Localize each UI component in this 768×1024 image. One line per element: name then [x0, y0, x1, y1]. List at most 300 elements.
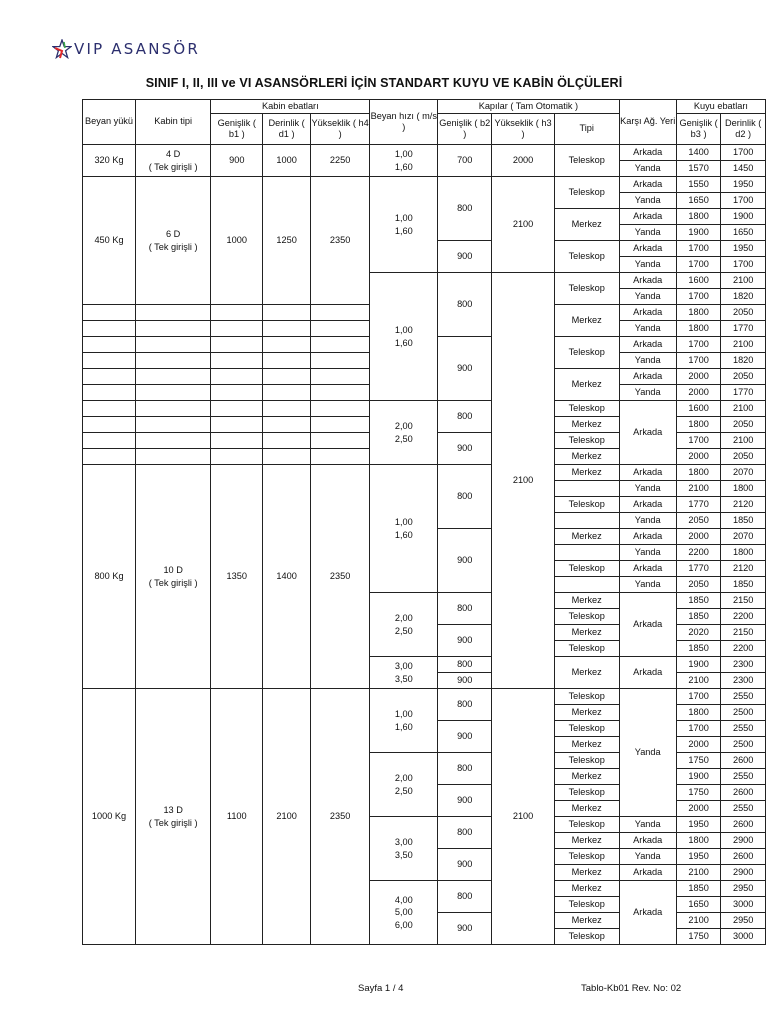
- cabin-height-h4-cell: [310, 417, 369, 433]
- shaft-width-b3-cell: 1770: [676, 497, 721, 513]
- shaft-depth-d2-cell: 1900: [721, 209, 766, 225]
- shaft-width-b3-cell: 2000: [676, 449, 721, 465]
- page-number: Sayfa 1 / 4: [358, 983, 404, 994]
- shaft-width-b3-cell: 1700: [676, 257, 721, 273]
- door-type-cell: [554, 513, 619, 529]
- shaft-depth-d2-cell: 2600: [721, 849, 766, 865]
- door-width-b2-cell: 900: [438, 337, 492, 401]
- cabin-height-h4-cell: [310, 369, 369, 385]
- cabin-height-h4-cell: 2350: [310, 465, 369, 689]
- shaft-depth-d2-cell: 2950: [721, 913, 766, 929]
- shaft-width-b3-cell: 1900: [676, 657, 721, 673]
- door-type-cell: Teleskop: [554, 433, 619, 449]
- cabin-depth-d1-cell: 1400: [263, 465, 311, 689]
- door-width-b2-cell: 900: [438, 785, 492, 817]
- cabin-width-b1-cell: [211, 353, 263, 369]
- shaft-width-b3-cell: 1700: [676, 337, 721, 353]
- cabin-depth-d1-cell: [263, 337, 311, 353]
- counterweight-position-cell: Yanda: [619, 577, 676, 593]
- counterweight-position-cell: Arkada: [619, 833, 676, 849]
- speed-cell: 1,00 1,60: [370, 689, 438, 753]
- header-yukseklik-h4: Yükseklik ( h4 ): [310, 114, 369, 145]
- cabin-width-b1-cell: [211, 337, 263, 353]
- header-yukseklik-h3: Yükseklik ( h3 ): [492, 114, 555, 145]
- shaft-width-b3-cell: 1600: [676, 273, 721, 289]
- door-type-cell: Merkez: [554, 449, 619, 465]
- counterweight-position-cell: Arkada: [619, 529, 676, 545]
- counterweight-position-cell: Yanda: [619, 289, 676, 305]
- shaft-depth-d2-cell: 2200: [721, 609, 766, 625]
- cabin-type-cell: [136, 385, 211, 401]
- cabin-height-h4-cell: 2350: [310, 177, 369, 305]
- shaft-width-b3-cell: 2000: [676, 801, 721, 817]
- shaft-depth-d2-cell: 2600: [721, 785, 766, 801]
- shaft-width-b3-cell: 1850: [676, 641, 721, 657]
- shaft-width-b3-cell: 1900: [676, 769, 721, 785]
- counterweight-position-cell: Yanda: [619, 545, 676, 561]
- shaft-depth-d2-cell: 2550: [721, 769, 766, 785]
- door-width-b2-cell: 900: [438, 913, 492, 945]
- cabin-type-cell: [136, 449, 211, 465]
- counterweight-position-cell: Arkada: [619, 881, 676, 945]
- shaft-width-b3-cell: 1700: [676, 689, 721, 705]
- shaft-width-b3-cell: 1950: [676, 817, 721, 833]
- load-cell: [83, 385, 136, 401]
- star-logo-icon: [52, 39, 72, 59]
- shaft-depth-d2-cell: 2070: [721, 465, 766, 481]
- shaft-width-b3-cell: 1400: [676, 145, 721, 161]
- table-row: [83, 177, 766, 193]
- cabin-type-cell: 4 D ( Tek girişli ): [136, 145, 211, 177]
- shaft-depth-d2-cell: 2120: [721, 497, 766, 513]
- door-type-cell: Teleskop: [554, 785, 619, 801]
- shaft-width-b3-cell: 1800: [676, 465, 721, 481]
- door-height-h3-cell: 2000: [492, 145, 555, 177]
- shaft-width-b3-cell: 1700: [676, 353, 721, 369]
- door-type-cell: Merkez: [554, 913, 619, 929]
- shaft-width-b3-cell: 1750: [676, 785, 721, 801]
- door-width-b2-cell: 800: [438, 465, 492, 529]
- cabin-height-h4-cell: [310, 337, 369, 353]
- cabin-depth-d1-cell: [263, 321, 311, 337]
- table-body: [83, 145, 766, 945]
- counterweight-position-cell: Arkada: [619, 865, 676, 881]
- shaft-width-b3-cell: 1570: [676, 161, 721, 177]
- door-type-cell: Teleskop: [554, 817, 619, 833]
- shaft-depth-d2-cell: 1950: [721, 241, 766, 257]
- cabin-height-h4-cell: [310, 401, 369, 417]
- cabin-width-b1-cell: 1350: [211, 465, 263, 689]
- shaft-depth-d2-cell: 2050: [721, 449, 766, 465]
- shaft-width-b3-cell: 2000: [676, 385, 721, 401]
- shaft-depth-d2-cell: 1700: [721, 257, 766, 273]
- shaft-width-b3-cell: 1770: [676, 561, 721, 577]
- counterweight-position-cell: Yanda: [619, 481, 676, 497]
- shaft-width-b3-cell: 1550: [676, 177, 721, 193]
- table-row: [83, 145, 766, 161]
- shaft-width-b3-cell: 1800: [676, 305, 721, 321]
- load-cell: [83, 305, 136, 321]
- speed-cell: 1,00 1,60: [370, 145, 438, 177]
- shaft-width-b3-cell: 1700: [676, 721, 721, 737]
- cabin-width-b1-cell: [211, 417, 263, 433]
- table-row: [83, 401, 766, 417]
- load-cell: 450 Kg: [83, 177, 136, 305]
- shaft-width-b3-cell: 1800: [676, 209, 721, 225]
- shaft-depth-d2-cell: 2550: [721, 721, 766, 737]
- shaft-width-b3-cell: 1900: [676, 225, 721, 241]
- shaft-depth-d2-cell: 1800: [721, 481, 766, 497]
- load-cell: [83, 449, 136, 465]
- door-type-cell: Teleskop: [554, 177, 619, 209]
- cabin-type-cell: [136, 321, 211, 337]
- counterweight-position-cell: Arkada: [619, 561, 676, 577]
- door-type-cell: Teleskop: [554, 561, 619, 577]
- cabin-type-cell: [136, 401, 211, 417]
- shaft-width-b3-cell: 2200: [676, 545, 721, 561]
- door-height-h3-cell: 2100: [492, 273, 555, 689]
- counterweight-position-cell: Yanda: [619, 849, 676, 865]
- revision-label: Tablo-Kb01 Rev. No: 02: [581, 983, 682, 994]
- door-type-cell: Teleskop: [554, 273, 619, 305]
- counterweight-position-cell: Yanda: [619, 689, 676, 817]
- header-genislik-b2: Genişlik ( b2 ): [438, 114, 492, 145]
- shaft-width-b3-cell: 2000: [676, 369, 721, 385]
- door-type-cell: Teleskop: [554, 929, 619, 945]
- shaft-width-b3-cell: 1800: [676, 705, 721, 721]
- cabin-type-cell: [136, 417, 211, 433]
- door-width-b2-cell: 800: [438, 817, 492, 849]
- cabin-width-b1-cell: [211, 433, 263, 449]
- cabin-depth-d1-cell: [263, 433, 311, 449]
- cabin-type-cell: 6 D ( Tek girişli ): [136, 177, 211, 305]
- shaft-width-b3-cell: 2000: [676, 737, 721, 753]
- door-width-b2-cell: 900: [438, 625, 492, 657]
- counterweight-position-cell: Arkada: [619, 209, 676, 225]
- cabin-depth-d1-cell: 1250: [263, 177, 311, 305]
- shaft-depth-d2-cell: 2100: [721, 273, 766, 289]
- door-width-b2-cell: 800: [438, 593, 492, 625]
- counterweight-position-cell: Yanda: [619, 257, 676, 273]
- door-type-cell: Merkez: [554, 657, 619, 689]
- counterweight-position-cell: Arkada: [619, 497, 676, 513]
- door-type-cell: Merkez: [554, 881, 619, 897]
- shaft-width-b3-cell: 1850: [676, 609, 721, 625]
- counterweight-position-cell: Yanda: [619, 161, 676, 177]
- door-type-cell: Merkez: [554, 769, 619, 785]
- header-beyan-yuku: Beyan yükü: [83, 100, 136, 145]
- door-type-cell: [554, 481, 619, 497]
- counterweight-position-cell: Arkada: [619, 305, 676, 321]
- counterweight-position-cell: Yanda: [619, 353, 676, 369]
- door-type-cell: Teleskop: [554, 497, 619, 513]
- shaft-width-b3-cell: 2020: [676, 625, 721, 641]
- shaft-width-b3-cell: 1950: [676, 849, 721, 865]
- speed-cell: 1,00 1,60: [370, 465, 438, 593]
- shaft-depth-d2-cell: 1700: [721, 193, 766, 209]
- shaft-depth-d2-cell: 2100: [721, 433, 766, 449]
- speed-cell: 3,00 3,50: [370, 657, 438, 689]
- counterweight-position-cell: Yanda: [619, 385, 676, 401]
- shaft-width-b3-cell: 1600: [676, 401, 721, 417]
- shaft-depth-d2-cell: 1820: [721, 289, 766, 305]
- cabin-height-h4-cell: 2250: [310, 145, 369, 177]
- door-type-cell: Merkez: [554, 209, 619, 241]
- shaft-width-b3-cell: 1800: [676, 833, 721, 849]
- speed-cell: 2,00 2,50: [370, 753, 438, 817]
- cabin-type-cell: [136, 353, 211, 369]
- shaft-width-b3-cell: 2000: [676, 529, 721, 545]
- shaft-depth-d2-cell: 2050: [721, 369, 766, 385]
- door-type-cell: Merkez: [554, 465, 619, 481]
- header-karsi-ag: Karşı Ağ. Yeri: [619, 100, 676, 145]
- shaft-width-b3-cell: 2100: [676, 481, 721, 497]
- door-width-b2-cell: 900: [438, 721, 492, 753]
- shaft-depth-d2-cell: 1700: [721, 145, 766, 161]
- header-tipi: Tipi: [554, 114, 619, 145]
- door-width-b2-cell: 700: [438, 145, 492, 177]
- shaft-depth-d2-cell: 2150: [721, 593, 766, 609]
- shaft-depth-d2-cell: 2100: [721, 337, 766, 353]
- cabin-height-h4-cell: 2350: [310, 689, 369, 945]
- door-type-cell: Teleskop: [554, 689, 619, 705]
- speed-cell: 1,00 1,60: [370, 273, 438, 401]
- shaft-width-b3-cell: 2100: [676, 673, 721, 689]
- counterweight-position-cell: Arkada: [619, 241, 676, 257]
- counterweight-position-cell: Yanda: [619, 225, 676, 241]
- cabin-width-b1-cell: [211, 385, 263, 401]
- cabin-depth-d1-cell: [263, 401, 311, 417]
- shaft-depth-d2-cell: 2300: [721, 673, 766, 689]
- cabin-depth-d1-cell: [263, 417, 311, 433]
- counterweight-position-cell: Yanda: [619, 193, 676, 209]
- cabin-height-h4-cell: [310, 449, 369, 465]
- load-cell: [83, 433, 136, 449]
- cabin-type-cell: [136, 433, 211, 449]
- door-width-b2-cell: 900: [438, 241, 492, 273]
- shaft-depth-d2-cell: 1770: [721, 321, 766, 337]
- door-type-cell: Merkez: [554, 737, 619, 753]
- header-derinlik-d1: Derinlik ( d1 ): [263, 114, 311, 145]
- load-cell: [83, 369, 136, 385]
- cabin-type-cell: [136, 369, 211, 385]
- shaft-depth-d2-cell: 2900: [721, 865, 766, 881]
- door-width-b2-cell: 800: [438, 657, 492, 673]
- shaft-width-b3-cell: 1650: [676, 897, 721, 913]
- door-type-cell: Teleskop: [554, 401, 619, 417]
- load-cell: [83, 417, 136, 433]
- cabin-depth-d1-cell: 2100: [263, 689, 311, 945]
- logo-text: VIP ASANSÖR: [74, 40, 200, 58]
- shaft-width-b3-cell: 1750: [676, 929, 721, 945]
- load-cell: 800 Kg: [83, 465, 136, 689]
- cabin-width-b1-cell: [211, 449, 263, 465]
- door-type-cell: Merkez: [554, 833, 619, 849]
- door-type-cell: Teleskop: [554, 641, 619, 657]
- door-type-cell: Teleskop: [554, 241, 619, 273]
- door-type-cell: Merkez: [554, 801, 619, 817]
- shaft-width-b3-cell: 1700: [676, 289, 721, 305]
- shaft-width-b3-cell: 1700: [676, 241, 721, 257]
- shaft-depth-d2-cell: 3000: [721, 897, 766, 913]
- shaft-depth-d2-cell: 2150: [721, 625, 766, 641]
- load-cell: 320 Kg: [83, 145, 136, 177]
- speed-cell: 1,00 1,60: [370, 177, 438, 273]
- cabin-height-h4-cell: [310, 305, 369, 321]
- shaft-depth-d2-cell: 1850: [721, 513, 766, 529]
- shaft-depth-d2-cell: 1950: [721, 177, 766, 193]
- door-width-b2-cell: 800: [438, 753, 492, 785]
- door-type-cell: Merkez: [554, 865, 619, 881]
- header-kabin-tipi: Kabin tipi: [136, 100, 211, 145]
- load-cell: [83, 321, 136, 337]
- header-kuyu-ebatlari: Kuyu ebatları: [676, 100, 765, 114]
- shaft-depth-d2-cell: 3000: [721, 929, 766, 945]
- shaft-width-b3-cell: 2100: [676, 913, 721, 929]
- shaft-width-b3-cell: 2050: [676, 577, 721, 593]
- shaft-depth-d2-cell: 2900: [721, 833, 766, 849]
- door-type-cell: Teleskop: [554, 849, 619, 865]
- counterweight-position-cell: Arkada: [619, 369, 676, 385]
- shaft-width-b3-cell: 2100: [676, 865, 721, 881]
- shaft-depth-d2-cell: 2550: [721, 801, 766, 817]
- load-cell: [83, 401, 136, 417]
- door-type-cell: [554, 545, 619, 561]
- door-width-b2-cell: 900: [438, 433, 492, 465]
- door-type-cell: Teleskop: [554, 721, 619, 737]
- door-width-b2-cell: 800: [438, 689, 492, 721]
- shaft-depth-d2-cell: 2050: [721, 417, 766, 433]
- cabin-height-h4-cell: [310, 321, 369, 337]
- counterweight-position-cell: Arkada: [619, 593, 676, 657]
- cabin-width-b1-cell: [211, 401, 263, 417]
- door-width-b2-cell: 800: [438, 401, 492, 433]
- door-type-cell: Merkez: [554, 593, 619, 609]
- shaft-depth-d2-cell: 2300: [721, 657, 766, 673]
- cabin-height-h4-cell: [310, 353, 369, 369]
- door-height-h3-cell: 2100: [492, 689, 555, 945]
- dimensions-table: [82, 99, 766, 945]
- load-cell: 1000 Kg: [83, 689, 136, 945]
- page-title: SINIF I, II, III ve VI ASANSÖRLERİ İÇİN STANDART KUYU VE KABİN ÖLÇÜLERİ: [145, 76, 623, 90]
- cabin-depth-d1-cell: [263, 369, 311, 385]
- door-width-b2-cell: 900: [438, 849, 492, 881]
- shaft-width-b3-cell: 1750: [676, 753, 721, 769]
- cabin-type-cell: [136, 305, 211, 321]
- cabin-width-b1-cell: 900: [211, 145, 263, 177]
- speed-cell: 3,00 3,50: [370, 817, 438, 881]
- counterweight-position-cell: Arkada: [619, 337, 676, 353]
- cabin-depth-d1-cell: [263, 353, 311, 369]
- shaft-depth-d2-cell: 1650: [721, 225, 766, 241]
- counterweight-position-cell: Arkada: [619, 657, 676, 689]
- door-type-cell: Teleskop: [554, 609, 619, 625]
- counterweight-position-cell: Arkada: [619, 465, 676, 481]
- cabin-width-b1-cell: 1100: [211, 689, 263, 945]
- counterweight-position-cell: Yanda: [619, 817, 676, 833]
- shaft-depth-d2-cell: 2550: [721, 689, 766, 705]
- shaft-depth-d2-cell: 2100: [721, 401, 766, 417]
- cabin-width-b1-cell: [211, 305, 263, 321]
- shaft-depth-d2-cell: 1770: [721, 385, 766, 401]
- shaft-width-b3-cell: 1700: [676, 433, 721, 449]
- cabin-width-b1-cell: [211, 321, 263, 337]
- door-type-cell: [554, 577, 619, 593]
- shaft-width-b3-cell: 1650: [676, 193, 721, 209]
- door-type-cell: Teleskop: [554, 145, 619, 177]
- shaft-width-b3-cell: 1850: [676, 881, 721, 897]
- header-beyan-hizi: Beyan hızı ( m/s ): [370, 100, 438, 145]
- shaft-depth-d2-cell: 2950: [721, 881, 766, 897]
- cabin-width-b1-cell: 1000: [211, 177, 263, 305]
- cabin-height-h4-cell: [310, 385, 369, 401]
- load-cell: [83, 337, 136, 353]
- header-genislik-b1: Genişlik ( b1 ): [211, 114, 263, 145]
- shaft-width-b3-cell: 1800: [676, 417, 721, 433]
- door-height-h3-cell: 2100: [492, 177, 555, 273]
- cabin-width-b1-cell: [211, 369, 263, 385]
- counterweight-position-cell: Arkada: [619, 145, 676, 161]
- shaft-depth-d2-cell: 2120: [721, 561, 766, 577]
- shaft-depth-d2-cell: 2600: [721, 753, 766, 769]
- door-type-cell: Teleskop: [554, 337, 619, 369]
- door-width-b2-cell: 800: [438, 177, 492, 241]
- shaft-depth-d2-cell: 2070: [721, 529, 766, 545]
- table-row: [83, 465, 766, 481]
- counterweight-position-cell: Yanda: [619, 321, 676, 337]
- door-width-b2-cell: 900: [438, 529, 492, 593]
- counterweight-position-cell: Arkada: [619, 177, 676, 193]
- header-genislik-b3: Genişlik ( b3 ): [676, 114, 721, 145]
- cabin-type-cell: [136, 337, 211, 353]
- shaft-depth-d2-cell: 2600: [721, 817, 766, 833]
- door-type-cell: Merkez: [554, 705, 619, 721]
- counterweight-position-cell: Arkada: [619, 401, 676, 465]
- door-width-b2-cell: 900: [438, 673, 492, 689]
- shaft-depth-d2-cell: 1820: [721, 353, 766, 369]
- cabin-depth-d1-cell: [263, 305, 311, 321]
- door-type-cell: Merkez: [554, 625, 619, 641]
- shaft-depth-d2-cell: 2500: [721, 705, 766, 721]
- cabin-type-cell: 10 D ( Tek girişli ): [136, 465, 211, 689]
- door-type-cell: Merkez: [554, 305, 619, 337]
- door-type-cell: Teleskop: [554, 897, 619, 913]
- header-derinlik-d2: Derinlik ( d2 ): [721, 114, 766, 145]
- header-kabin-ebatlari: Kabin ebatları: [211, 100, 370, 114]
- door-width-b2-cell: 800: [438, 273, 492, 337]
- company-logo: [52, 38, 200, 60]
- door-type-cell: Merkez: [554, 369, 619, 401]
- shaft-depth-d2-cell: 1850: [721, 577, 766, 593]
- cabin-depth-d1-cell: [263, 449, 311, 465]
- cabin-height-h4-cell: [310, 433, 369, 449]
- door-type-cell: Teleskop: [554, 753, 619, 769]
- door-type-cell: Merkez: [554, 529, 619, 545]
- speed-cell: 2,00 2,50: [370, 593, 438, 657]
- shaft-depth-d2-cell: 2200: [721, 641, 766, 657]
- cabin-depth-d1-cell: 1000: [263, 145, 311, 177]
- cabin-type-cell: 13 D ( Tek girişli ): [136, 689, 211, 945]
- door-width-b2-cell: 800: [438, 881, 492, 913]
- shaft-depth-d2-cell: 2050: [721, 305, 766, 321]
- shaft-width-b3-cell: 2050: [676, 513, 721, 529]
- shaft-width-b3-cell: 1800: [676, 321, 721, 337]
- load-cell: [83, 353, 136, 369]
- counterweight-position-cell: Yanda: [619, 513, 676, 529]
- speed-cell: 4,00 5,00 6,00: [370, 881, 438, 945]
- shaft-depth-d2-cell: 1800: [721, 545, 766, 561]
- header-kapilar: Kapılar ( Tam Otomatik ): [438, 100, 619, 114]
